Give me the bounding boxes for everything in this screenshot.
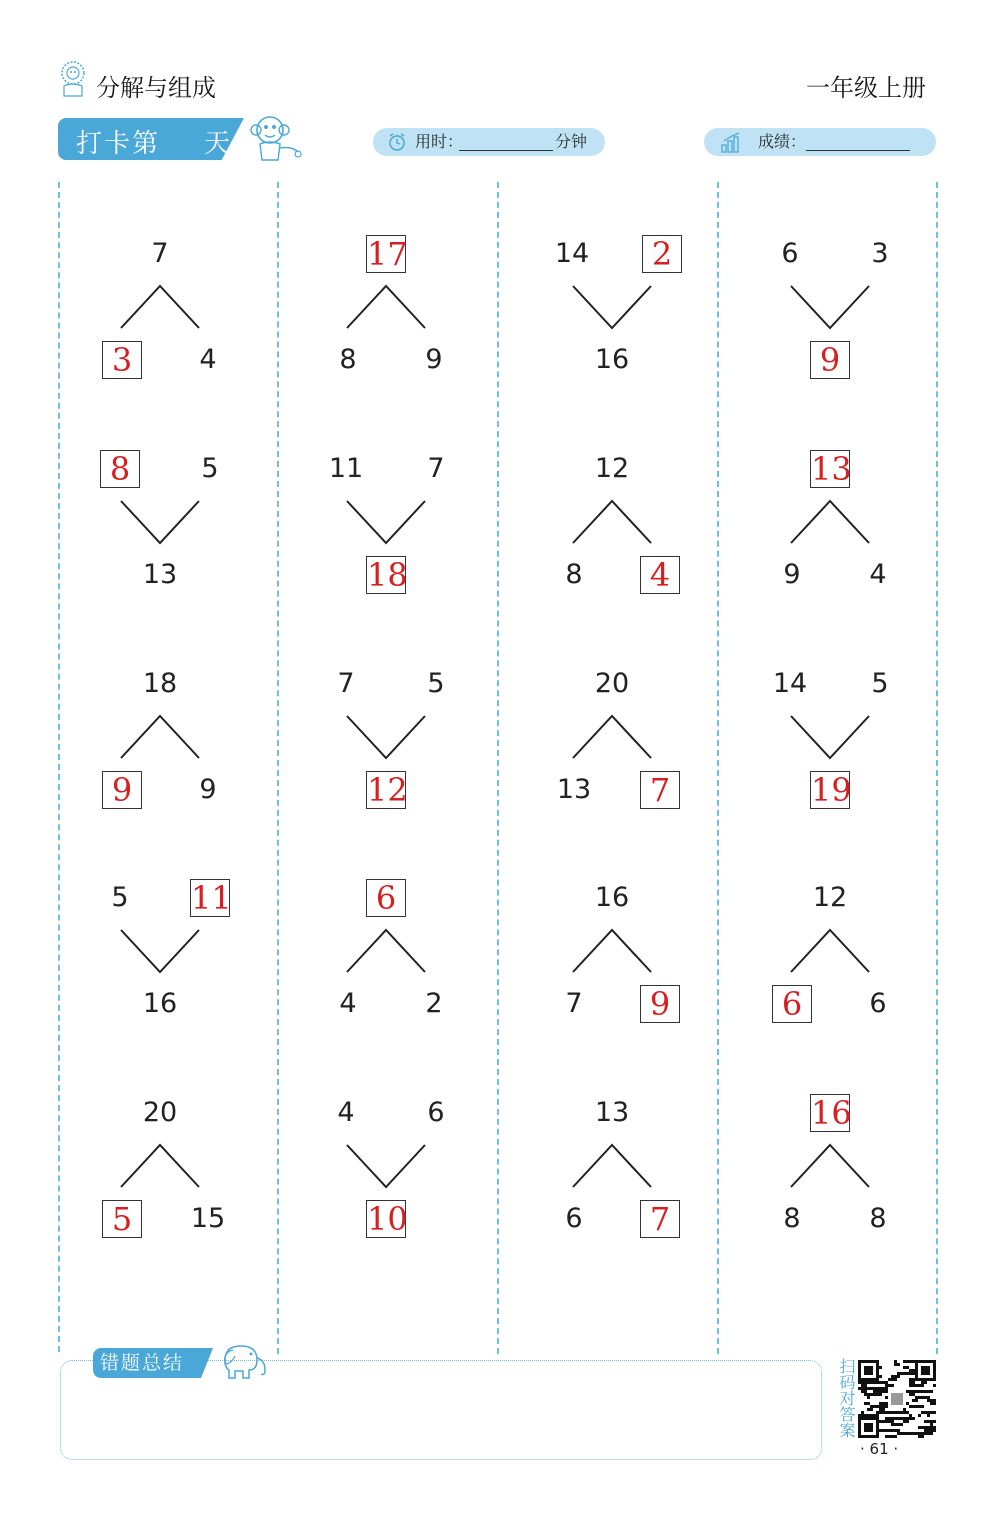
tree-right-number: 6 [869, 988, 887, 1019]
split-branch-lines [785, 1141, 875, 1189]
tree-left-number[interactable]: 3 [102, 341, 142, 379]
tree-top-number[interactable]: 16 [811, 1094, 852, 1132]
tree-top-number: 18 [142, 668, 178, 699]
tree-bottom-number[interactable]: 9 [810, 341, 850, 379]
column-divider [58, 182, 60, 1352]
tree-left-number: 8 [783, 1203, 801, 1234]
mistake-summary-label: 错题总结 [100, 1352, 185, 1374]
tree-right-number: 3 [871, 238, 889, 269]
join-branch-lines [341, 1141, 431, 1189]
tree-right-number: 15 [190, 1203, 226, 1234]
column-divider [936, 182, 938, 1354]
join-branch-lines [115, 497, 205, 545]
tree-top-number[interactable]: 17 [367, 235, 408, 273]
tree-left-number: 14 [772, 668, 808, 699]
join-branch-lines [785, 282, 875, 330]
tree-left-number: 4 [337, 1097, 355, 1128]
tree-left-number: 11 [328, 453, 364, 484]
tree-bottom-number: 16 [142, 988, 178, 1019]
tree-top-number: 20 [142, 1097, 178, 1128]
tree-left-number: 13 [556, 774, 592, 805]
tree-right-number[interactable]: 2 [642, 235, 682, 273]
split-branch-lines [115, 1141, 205, 1189]
split-branch-lines [785, 497, 875, 545]
tree-left-number: 6 [781, 238, 799, 269]
score-field[interactable] [704, 128, 936, 156]
page-title: 分解与组成 [96, 74, 216, 102]
alarm-clock-icon [387, 132, 407, 152]
tree-right-number[interactable]: 11 [191, 879, 232, 917]
elephant-icon [215, 1340, 269, 1380]
score-label: 成绩： [758, 132, 807, 151]
page-number: · 61 · [860, 1440, 899, 1458]
column-divider [497, 182, 499, 1354]
tree-top-number: 12 [594, 453, 630, 484]
time-blank[interactable] [459, 150, 553, 151]
monkey-icon [248, 112, 304, 166]
split-branch-lines [785, 926, 875, 974]
time-unit: 分钟 [555, 132, 588, 151]
column-divider [277, 182, 279, 1354]
tree-right-number: 5 [871, 668, 889, 699]
tree-top-number: 20 [594, 668, 630, 699]
tree-right-number: 9 [425, 344, 443, 375]
join-branch-lines [115, 926, 205, 974]
tree-left-number[interactable]: 9 [102, 771, 142, 809]
tree-right-number[interactable]: 9 [640, 985, 680, 1023]
tree-left-number: 7 [337, 668, 355, 699]
tree-left-number: 8 [339, 344, 357, 375]
tree-bottom-number: 13 [142, 559, 178, 590]
tree-left-number: 9 [783, 559, 801, 590]
tree-top-number: 7 [151, 238, 169, 269]
tree-left-number: 14 [554, 238, 590, 269]
column-divider [717, 182, 719, 1354]
tree-bottom-number[interactable]: 10 [367, 1200, 408, 1238]
tree-right-number: 2 [425, 988, 443, 1019]
split-branch-lines [115, 282, 205, 330]
tree-top-number[interactable]: 13 [811, 450, 852, 488]
tree-right-number[interactable]: 7 [640, 1200, 680, 1238]
tree-left-number: 7 [565, 988, 583, 1019]
tree-bottom-number[interactable]: 12 [367, 771, 408, 809]
growth-chart-icon [720, 131, 744, 153]
split-branch-lines [341, 926, 431, 974]
join-branch-lines [785, 712, 875, 760]
join-branch-lines [341, 712, 431, 760]
tree-right-number[interactable]: 4 [640, 556, 680, 594]
score-blank[interactable] [806, 150, 910, 151]
grade-label: 一年级上册 [806, 74, 926, 102]
split-branch-lines [341, 282, 431, 330]
lion-icon [58, 60, 88, 98]
tree-top-number[interactable]: 6 [366, 879, 406, 917]
tree-top-number: 16 [594, 882, 630, 913]
split-branch-lines [115, 712, 205, 760]
time-label: 用时： [415, 132, 464, 151]
tree-right-number: 4 [199, 344, 217, 375]
tree-bottom-number: 16 [594, 344, 630, 375]
tree-left-number[interactable]: 8 [100, 450, 140, 488]
tree-right-number: 7 [427, 453, 445, 484]
tree-top-number: 12 [812, 882, 848, 913]
tree-right-number: 9 [199, 774, 217, 805]
tree-left-number: 4 [339, 988, 357, 1019]
split-branch-lines [567, 1141, 657, 1189]
join-branch-lines [567, 282, 657, 330]
tree-right-number: 5 [427, 668, 445, 699]
checkin-label: 打卡第 [76, 129, 161, 159]
tree-right-number[interactable]: 7 [640, 771, 680, 809]
tree-left-number[interactable]: 6 [772, 985, 812, 1023]
tree-left-number: 8 [565, 559, 583, 590]
join-branch-lines [341, 497, 431, 545]
tree-bottom-number[interactable]: 18 [367, 556, 408, 594]
tree-left-number: 5 [111, 882, 129, 913]
split-branch-lines [567, 497, 657, 545]
tree-right-number: 6 [427, 1097, 445, 1128]
tree-right-number: 8 [869, 1203, 887, 1234]
qr-caption: 扫码对答案 [837, 1358, 856, 1438]
checkin-suffix: 天 [204, 129, 231, 159]
tree-right-number: 4 [869, 559, 887, 590]
tree-top-number: 13 [594, 1097, 630, 1128]
tree-bottom-number[interactable]: 19 [811, 771, 852, 809]
tree-left-number: 6 [565, 1203, 583, 1234]
split-branch-lines [567, 712, 657, 760]
tree-right-number: 5 [201, 453, 219, 484]
split-branch-lines [567, 926, 657, 974]
tree-left-number[interactable]: 5 [102, 1200, 142, 1238]
qr-code-icon[interactable] [858, 1360, 936, 1438]
time-field[interactable] [373, 128, 605, 156]
